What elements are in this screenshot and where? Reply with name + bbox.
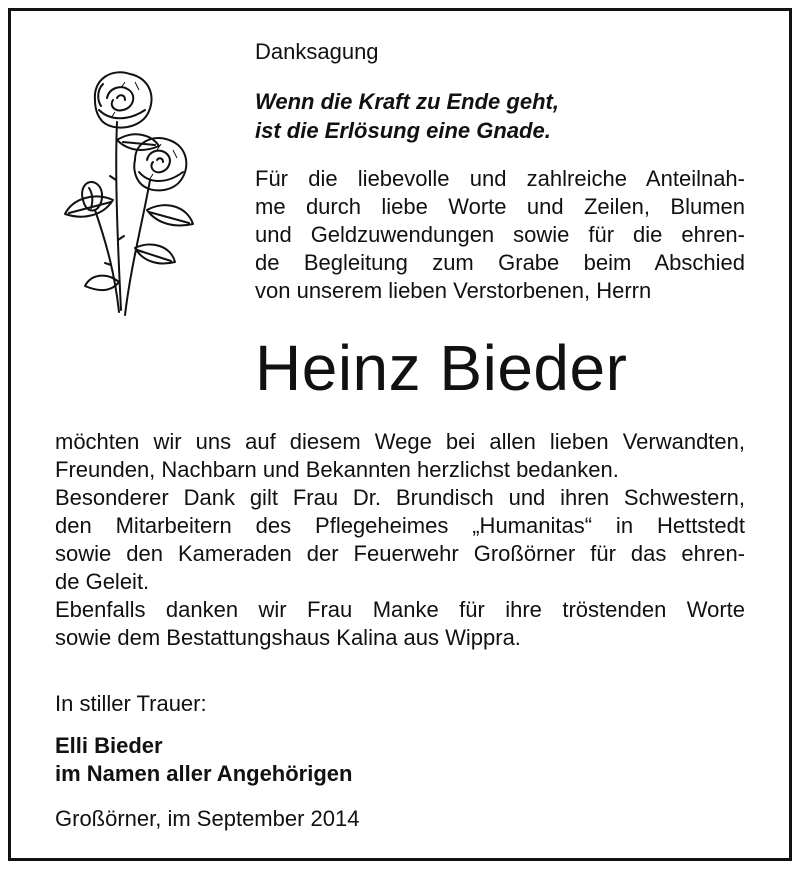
body-line: Besonderer Dank gilt Frau Dr. Brundisch und ihren Schwestern, [55, 485, 745, 510]
signoff-text: In stiller Trauer: [55, 691, 207, 716]
quote-block [255, 87, 559, 145]
body-paragraph [55, 428, 745, 652]
intro-paragraph [255, 165, 745, 305]
signer-block [55, 732, 352, 788]
body-line: Ebenfalls danken wir Frau Manke für ihre tröstenden Worte [55, 597, 745, 622]
quote-line: Wenn die Kraft zu Ende geht, [255, 89, 559, 114]
intro-line: von unserem lieben Verstorbenen, Herrn [255, 278, 652, 303]
quote-line: ist die Erlösung eine Gnade. [255, 118, 551, 143]
intro-line: Für die liebevolle und zahlreiche Anteilnah- [255, 166, 745, 191]
intro-line: me durch liebe Worte und Zeilen, Blumen [255, 194, 745, 219]
intro-line: de Begleitung zum Grabe beim Abschied [255, 250, 745, 275]
signer-line: im Namen aller Angehörigen [55, 761, 353, 786]
body-line: de Geleit. [55, 569, 150, 594]
body-line: Freunden, Nachbarn und Bekannten herzlichst bedanken. [55, 457, 619, 482]
notice-heading: Danksagung [255, 39, 379, 64]
body-line: sowie den Kameraden der Feuerwehr Großörner für das ehren- [55, 541, 745, 566]
deceased-name: Heinz Bieder [255, 332, 628, 404]
body-line: möchten wir uns auf diesem Wege bei allen lieben Verwandten, [55, 429, 745, 454]
intro-line: und Geldzuwendungen sowie für die ehren- [255, 222, 745, 247]
signer-line: Elli Bieder [55, 733, 163, 758]
place-date: Großörner, im September 2014 [55, 806, 360, 831]
body-line: sowie dem Bestattungshaus Kalina aus Wippra. [55, 625, 521, 650]
body-line: den Mitarbeitern des Pflegeheimes „Humanitas“ in Hettstedt [55, 513, 745, 538]
rose-illustration-icon [55, 60, 205, 330]
